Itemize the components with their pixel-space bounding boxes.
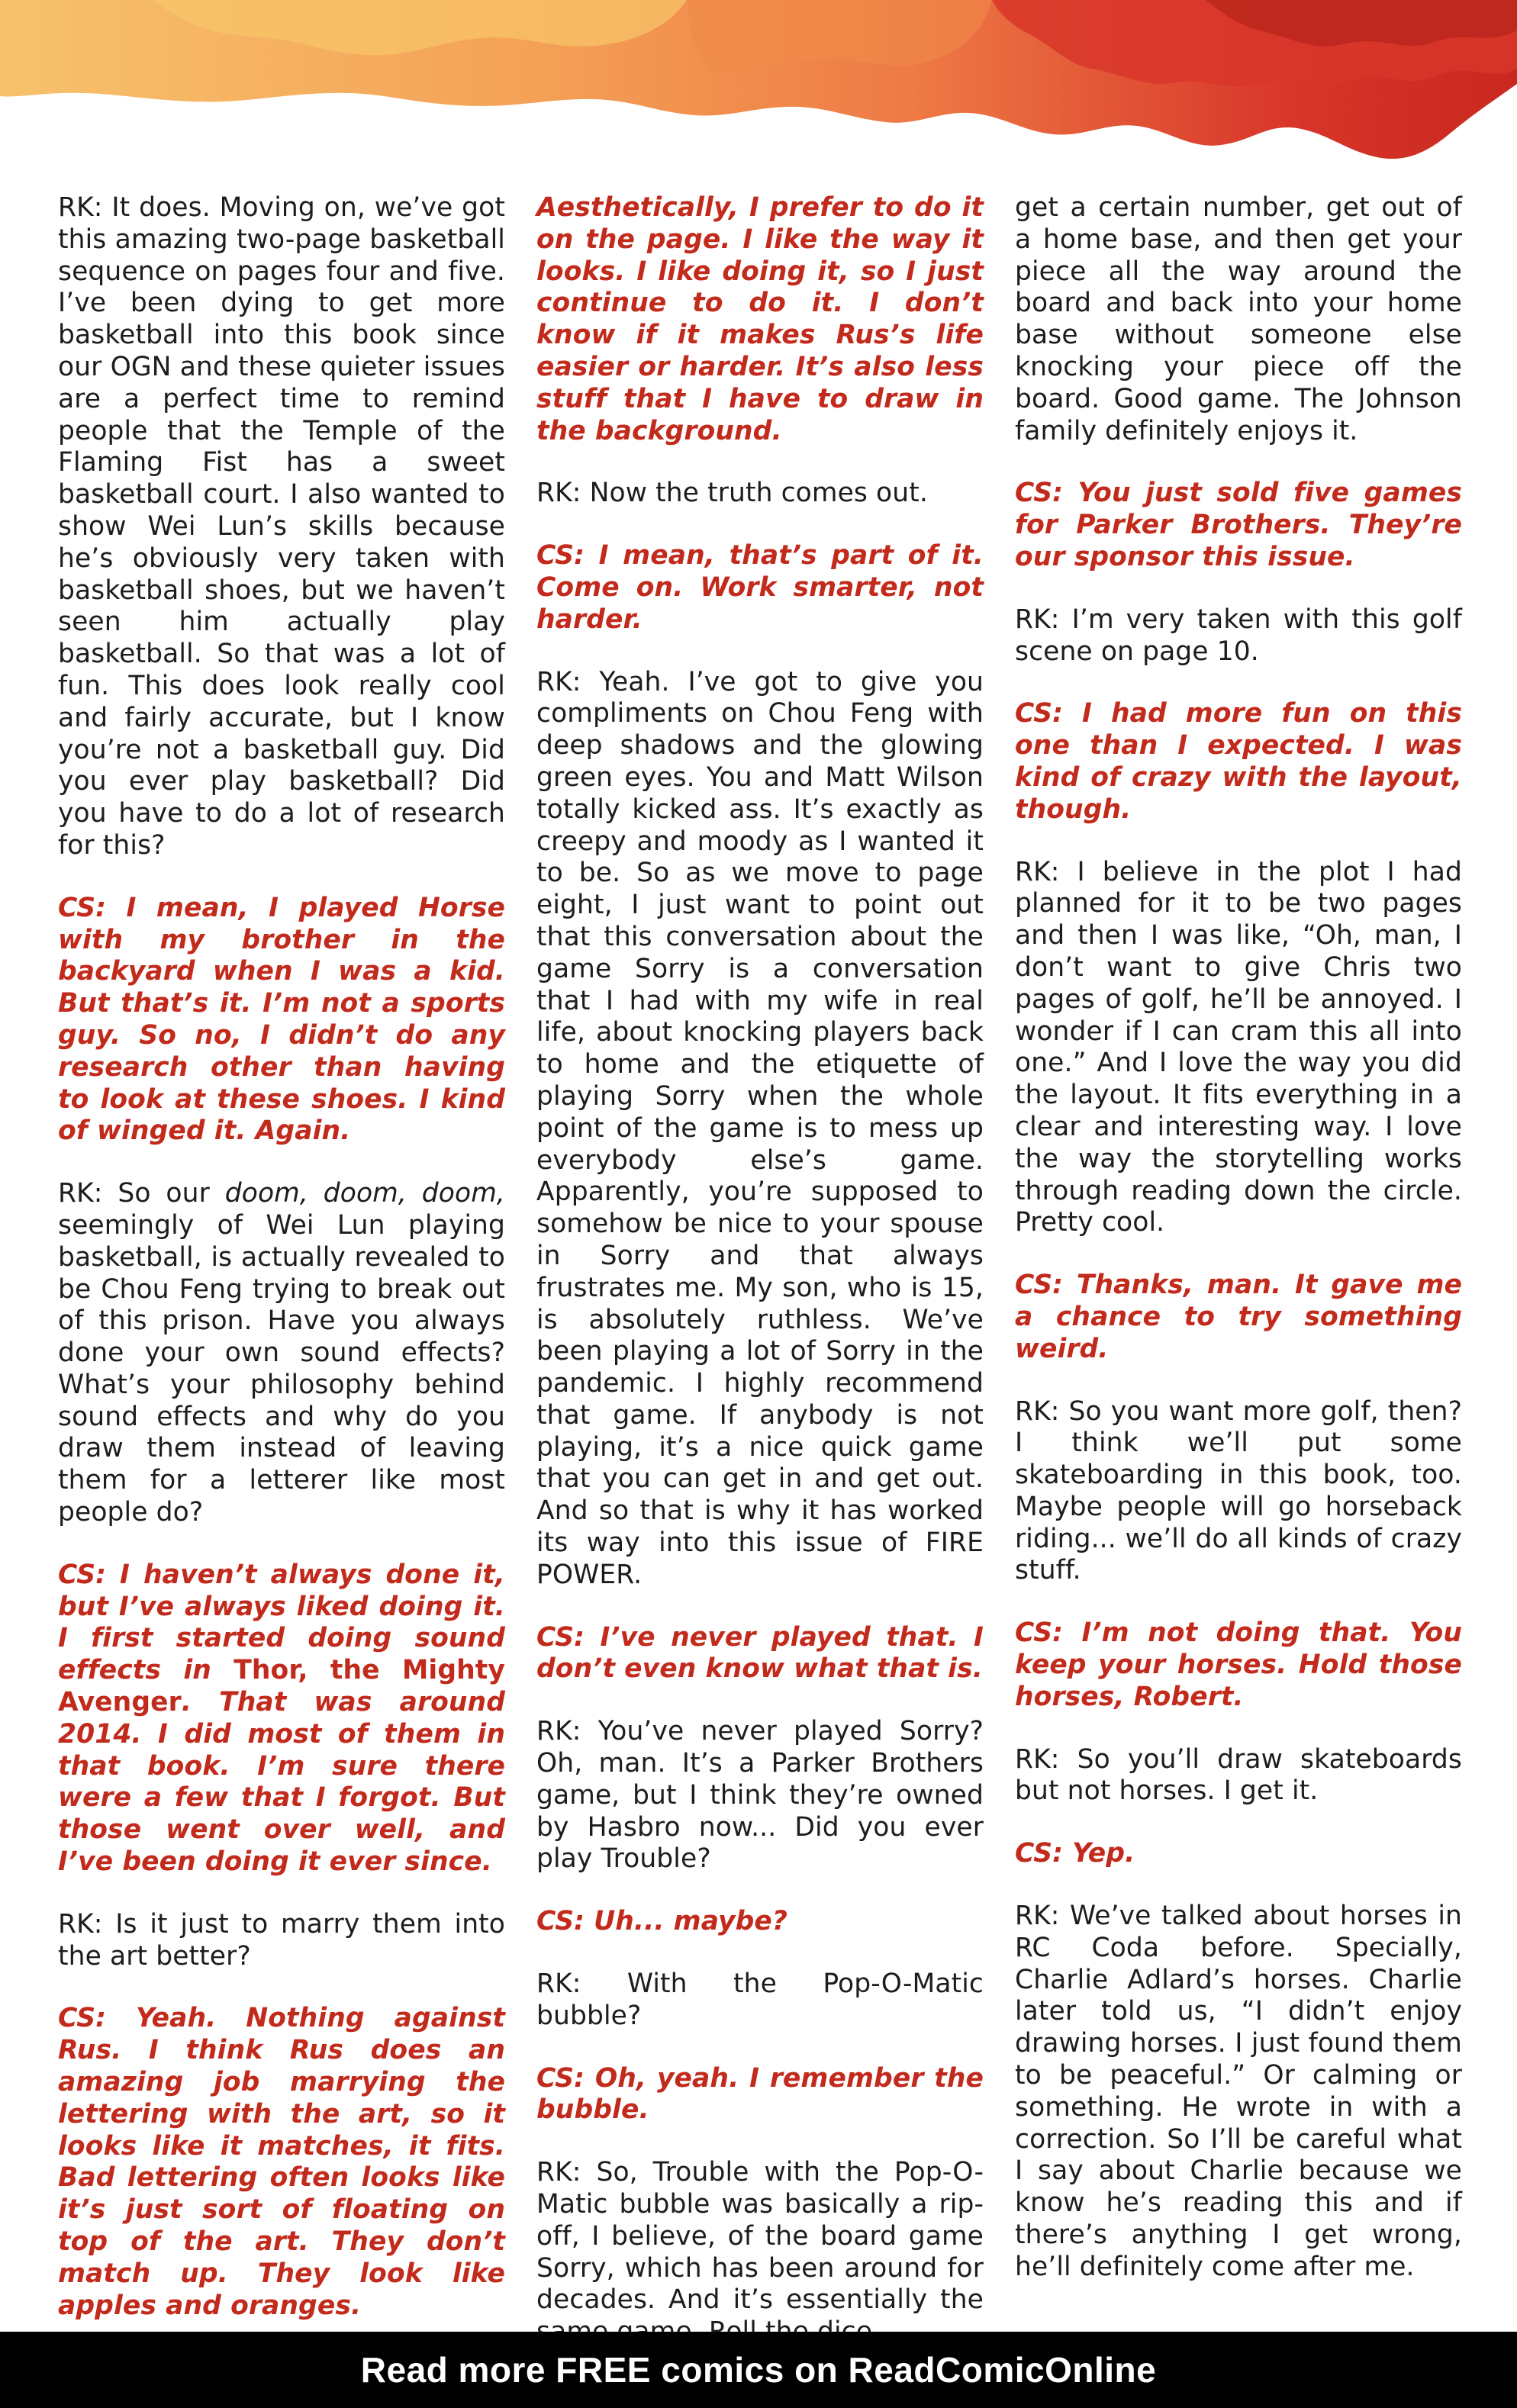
- text-column-1: [58, 192, 505, 2379]
- paragraph-text-segment: RK: I believe in the plot I had planned for it to be two pages and then I was like, “Oh, man, I don’t want to give Chris two pages of golf, he’ll be annoyed. I wonder if I can cram this all into one.” And I love the way you did the layout. It fits everything in a clear and interesting way. I love the way the storytelling works through reading down the circle. Pretty cool.: [1015, 856, 1462, 1238]
- paragraph-text-segment: get a certain number, get out of a home base, and then get your piece all the way around the board and back into your home base without someone else knocking your piece off the board. Good game. The Johnson family definitely enjoys it.: [1015, 192, 1462, 446]
- cs-answer-paragraph: [1015, 698, 1462, 826]
- paragraph-text-segment: CS: I mean, that’s part of it. Come on. Work smarter, not harder.: [536, 540, 984, 635]
- rk-question-paragraph: [1015, 1744, 1462, 1808]
- rk-question-paragraph: [536, 667, 984, 1592]
- paragraph-text-segment: CS: Uh... maybe?: [536, 1906, 788, 1937]
- paragraph-text-segment: RK: So you’ll draw skateboards but not horses. I get it.: [1015, 1743, 1462, 1807]
- rk-question-paragraph: [1015, 604, 1462, 668]
- paragraph-text-segment: RK: Yeah. I’ve got to give you compliments on Chou Feng with deep shadows and the glowing green eyes. You and Matt Wilson totally kicked ass. It’s exactly as creepy and moody as I wanted it to be. So as we move to page eight, I just want to point out that this conversation about the game Sorry is a conversation that I had with my wife in real life, about knocking players back to home and the etiquette of playing Sorry when the whole point of the game is to mess up everybody else’s game. Apparently, you’re supposed to somehow be nice to your spouse in Sorry and that always frustrates me. My son, who is 15, is absolutely ruthless. We’ve been playing a lot of Sorry in the pandemic. I highly recommend that game. If anybody is not playing, it’s a nice quick game that you can get in and get out. And so that is why it has worked its way into this issue of FIRE POWER.: [536, 666, 984, 1590]
- text-column-2: [536, 192, 984, 2379]
- paragraph-text-segment: CS: You just sold five games for Parker Brothers. They’re our sponsor this issue.: [1015, 478, 1462, 572]
- cs-answer-paragraph: [536, 2063, 984, 2127]
- rk-question-paragraph: [58, 192, 505, 862]
- paragraph-text-segment: CS: Thanks, man. It gave me a chance to try something weird.: [1015, 1270, 1462, 1364]
- paragraph-text-segment: CS: Yep.: [1015, 1838, 1135, 1869]
- paragraph-text-segment: RK: We’ve talked about horses in RC Coda before. Specially, Charlie Adlard’s horses. Charlie later told us, “I didn’t enjoy drawing horses. I just found them to be peaceful.” Or calming or something. He wrote in with a correction. So I’ll be careful what I say about Charlie because we know he’s reading this and if there’s anything I get wrong, he’ll definitely come after me.: [1015, 1901, 1462, 2282]
- cs-answer-paragraph: [58, 1560, 505, 1878]
- rk-question-paragraph: [58, 1178, 505, 1529]
- paragraph-text-segment: CS: Yeah. Nothing against Rus. I think Rus does an amazing job marrying the lettering with the art, so it looks like it matches, it fits. Bad lettering often looks like it’s just sort of floating on top of the art. They don’t match up. They look like apples and oranges.: [58, 2003, 505, 2321]
- interview-text-columns: [58, 192, 1462, 2321]
- header-painted-flame-art: [0, 0, 1517, 183]
- rk-question-paragraph: [536, 1969, 984, 2033]
- cs-answer-paragraph: [1015, 478, 1462, 573]
- paragraph-text-segment: Aesthetically, I prefer to do it on the page. I like the way it looks. I like doing it, so I just continue to do it. I don’t know if it makes Rus’s life easier or harder. It’s also less stuff that I have to draw in the background.: [536, 192, 984, 446]
- paragraph-text-segment: seemingly of Wei Lun playing basketball, is actually revealed to be Chou Feng trying to break out of this prison. Have you always done your own sound effects? What’s your philosophy behind sound effects and why do you draw them instead of leaving them for a letterer like most people do?: [58, 1209, 505, 1528]
- paragraph-text-segment: RK: So our: [58, 1178, 225, 1209]
- paragraph-text-segment: CS: I had more fun on this one than I expected. I was kind of crazy with the layout, though.: [1015, 698, 1462, 825]
- rk-question-paragraph: [536, 1716, 984, 1875]
- cs-answer-paragraph: [536, 1906, 984, 1938]
- rk-question-paragraph: [536, 478, 984, 510]
- paragraph-text-segment: RK: So, Trouble with the Pop-O-Matic bubble was basically a rip-off, I believe, of the board game Sorry, which has been around for decades. And it’s essentially the: [536, 2157, 984, 2316]
- rk-question-paragraph: [58, 1909, 505, 1973]
- cs-answer-paragraph: [58, 893, 505, 1148]
- cs-answer-paragraph: [58, 2003, 505, 2322]
- rk-question-paragraph: [1015, 192, 1462, 447]
- paragraph-text-segment: RK: It does. Moving on, we’ve got this amazing two-page basketball sequence on pages four and five. I’ve been dying to get more basketball into this book since our OGN and these quieter issues are a perfect time to remind people that the Temple of the Flaming Fist has a sweet basketball court. I also wanted to show Wei Lun’s skills because he’s obviously very taken with basketball shoes, but we haven’t seen him actually play basketball. So that was a lot of fun. This does look really cool and fairly accurate, but I know you’re not a basketball guy. Did you ever play basketball? Did you have to do a lot of research for this?: [58, 192, 505, 861]
- cs-answer-paragraph: [536, 1622, 984, 1686]
- paragraph-text-segment: RK: I’m very taken with this golf scene on page 10.: [1015, 604, 1462, 667]
- paragraph-text-segment: CS: I’m not doing that. You keep your horses. Hold those horses, Robert.: [1015, 1618, 1462, 1712]
- paragraph-text-segment: RK: Now the truth comes out.: [536, 478, 928, 509]
- rk-question-paragraph: [1015, 857, 1462, 1240]
- footer-banner-text[interactable]: Read more FREE comics on ReadComicOnline: [360, 2350, 1157, 2390]
- paragraph-text-segment: RK: So you want more golf, then? I think we’ll put some skateboarding in this book, too. Maybe people will go horseback riding... we’ll do all kinds of crazy stuff.: [1015, 1396, 1462, 1586]
- paragraph-text-segment: doom, doom, doom,: [224, 1178, 505, 1209]
- paragraph-text-segment: CS: I’ve never played that. I don’t even know what that is.: [536, 1621, 984, 1685]
- paragraph-text-segment: RK: Is it just to marry them into the art better?: [58, 1908, 505, 1972]
- paragraph-text-segment: CS: Oh, yeah. I remember the bubble.: [536, 2062, 984, 2126]
- rk-question-paragraph: [1015, 1901, 1462, 2284]
- cs-answer-paragraph: [1015, 1618, 1462, 1713]
- footer-banner[interactable]: [0, 2332, 1517, 2408]
- paragraph-text-segment: RK: With the Pop-O-Matic bubble?: [536, 1969, 984, 2031]
- paragraph-text-segment: CS: I mean, I played Horse with my brother in the backyard when I was a kid. But that’s it. I’m not a sports guy. So no, I didn’t do any research other than having to look at these shoes. I kind of winged it. Again.: [58, 892, 505, 1147]
- rk-question-paragraph: [536, 2157, 984, 2348]
- paragraph-text-segment: . That was around 2014. I did most of them in that book. I’m sure there were a few that I forgot. But those went over well, and I’ve been doing it ever since.: [58, 1687, 505, 1878]
- paragraph-text-segment: RK: You’ve never played Sorry? Oh, man. It’s a Parker Brothers game, but I think they’re owned by Hasbro now... Did you ever play Trouble?: [536, 1716, 984, 1875]
- rk-question-paragraph: [1015, 1396, 1462, 1588]
- paragraph-text-segment: Thor, the Mighty Avenger: [58, 1655, 505, 1718]
- paragraph-text-segment: CS: I haven’t always done it, but I’ve always liked doing it. I first started doing sound effects in: [58, 1559, 505, 1686]
- cs-answer-paragraph: [536, 192, 984, 447]
- text-column-3: [1015, 192, 1462, 2379]
- cs-answer-paragraph: [536, 540, 984, 636]
- cs-answer-paragraph: [1015, 1270, 1462, 1365]
- cs-answer-paragraph: [1015, 1838, 1462, 1870]
